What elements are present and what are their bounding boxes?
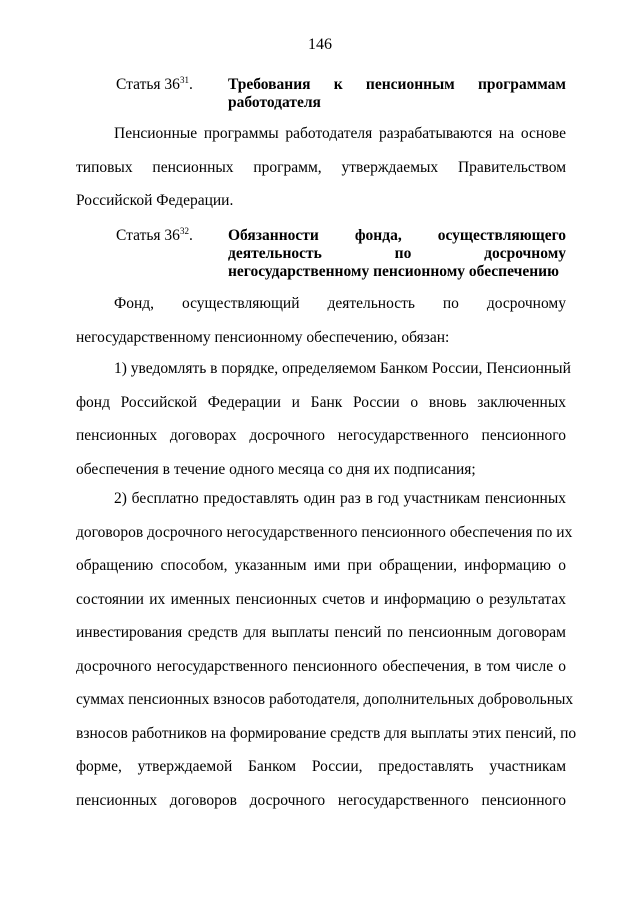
paragraph-line: инвестирования средств для выплаты пенсий по пенсионным договорам [76, 624, 566, 641]
paragraph-line: обращению способом, указанным ими при обращении, информацию о [76, 557, 566, 574]
paragraph [76, 117, 566, 218]
article-title [228, 227, 566, 281]
article-number-suffix: . [188, 227, 193, 244]
article-number-text: Статья 36 [116, 227, 180, 244]
article-title-line: негосударственному пенсионному обеспечению [228, 263, 559, 280]
article-number-sup: 32 [179, 225, 189, 236]
article-number-suffix: . [188, 76, 193, 93]
paragraph-line: негосударственному пенсионному обеспечению, обязан: [76, 328, 450, 346]
paragraph-line: пенсионных договоров досрочного негосударственного пенсионного [76, 791, 566, 809]
paragraph-line: Российской Федерации. [76, 192, 234, 209]
paragraph-line: обеспечения в течение одного месяца со дня их подписания; [76, 460, 476, 478]
article-title-line: деятельность по досрочному [228, 245, 566, 262]
paragraph-line: фонд Российской Федерации и Банк России о вновь заключенных [76, 393, 566, 411]
paragraph-line: суммах пенсионных взносов работодателя, дополнительных добровольных [76, 691, 574, 708]
paragraph-line: 1) уведомлять в порядке, определяемом Банком России, Пенсионный [114, 360, 571, 377]
article-title-line: Обязанности фонда, осуществляющего [228, 227, 566, 244]
paragraph-line: Фонд, осуществляющий деятельность по досрочному [114, 295, 566, 312]
paragraph-line: типовых пенсионных программ, утверждаемых Правительством [76, 158, 566, 176]
article-number [116, 76, 193, 94]
article-title [228, 76, 566, 112]
paragraph-line: досрочного негосударственного пенсионного обеспечения, в том числе о [76, 657, 566, 675]
page-number: 146 [308, 36, 332, 53]
paragraph-item-1 [76, 352, 571, 486]
paragraph-line: состоянии их именных пенсионных счетов и информацию о результатах [76, 590, 566, 608]
paragraph-line: Пенсионные программы работодателя разрабатываются на основе [114, 125, 566, 142]
article-number-sup: 31 [179, 74, 189, 85]
article-title-line: Требования к пенсионным программам [228, 76, 566, 93]
article-number [116, 227, 193, 245]
paragraph-line: 2) бесплатно предоставлять один раз в год участникам пенсионных [114, 490, 566, 507]
article-title-line: работодателя [228, 94, 321, 111]
paragraph-line: пенсионных договорах досрочного негосударственного пенсионного [76, 427, 566, 444]
paragraph-line: взносов работников на формирование средств для выплаты этих пенсий, по [76, 724, 577, 742]
paragraph [76, 287, 566, 354]
paragraph-line: договоров досрочного негосударственного пенсионного обеспечения по их [76, 523, 573, 541]
paragraph-line: форме, утверждаемой Банком России, предоставлять участникам [76, 758, 566, 775]
paragraph-item-2 [76, 482, 577, 817]
article-number-text: Статья 36 [116, 76, 180, 93]
